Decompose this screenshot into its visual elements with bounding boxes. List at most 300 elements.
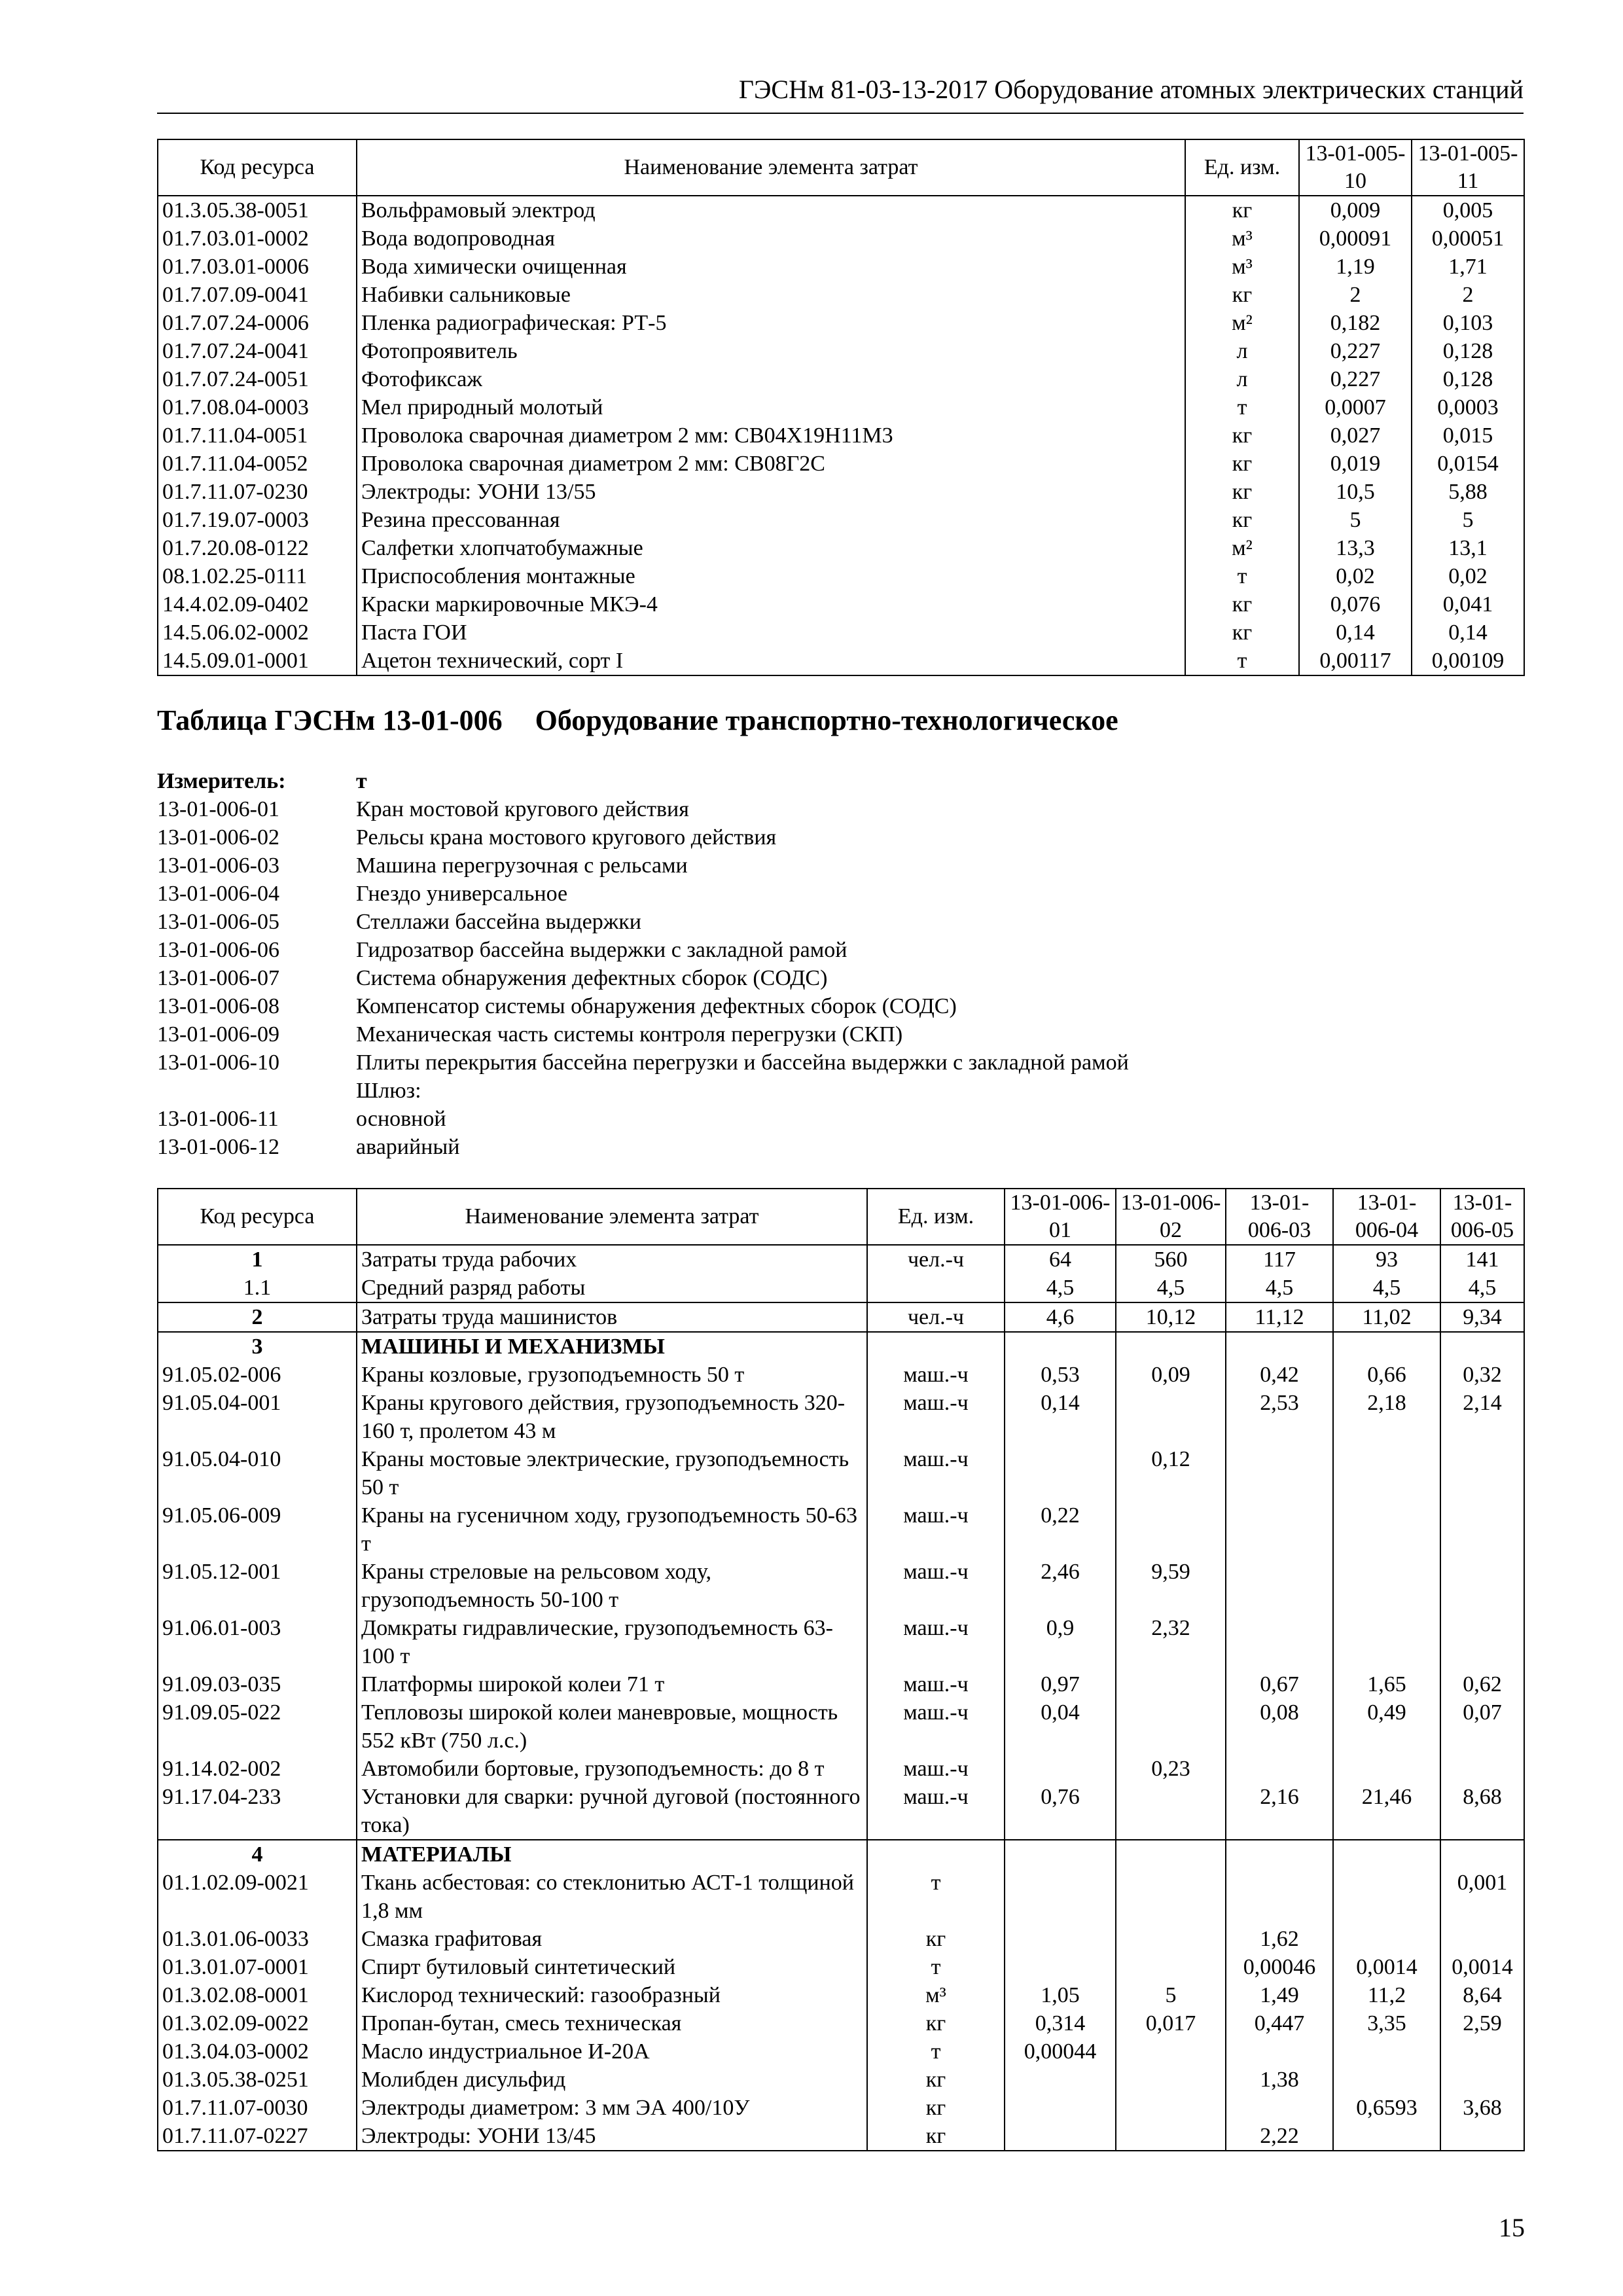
table-cell: м³ — [867, 1981, 1005, 2009]
table-cell: 4,5 — [1005, 1274, 1116, 1302]
measure-item — [157, 1077, 1129, 1105]
table-row — [158, 1361, 1524, 1389]
table-cell: 0,02 — [1299, 562, 1412, 590]
table-row — [158, 1332, 1524, 1361]
table-cell: Краны стреловые на рельсовом ходу, грузоподъемность 50-100 т — [357, 1558, 867, 1614]
measure-item-name: Гнездо универсальное — [356, 882, 568, 906]
table-cell: 0,182 — [1299, 309, 1412, 337]
table-cell: 0,07 — [1440, 1698, 1524, 1755]
table-cell — [867, 1840, 1005, 1869]
measure-item-code: 13-01-006-05 — [157, 910, 279, 934]
table-cell — [1005, 2066, 1116, 2094]
table-row — [158, 619, 1524, 647]
table-cell: кг — [1185, 590, 1299, 619]
table-cell — [1440, 1445, 1524, 1501]
measure-item-code: 13-01-006-12 — [157, 1135, 279, 1159]
measure-item — [157, 964, 1129, 992]
table-cell: 2,16 — [1226, 1783, 1333, 1840]
table-row — [158, 450, 1524, 478]
table-cell: 4 — [158, 1840, 357, 1869]
table-cell: 0,23 — [1116, 1755, 1226, 1783]
table-cell: 0,49 — [1333, 1698, 1440, 1755]
table-cell: кг — [1185, 281, 1299, 309]
measure-item-code: 13-01-006-10 — [157, 1050, 279, 1075]
measure-item-code: 13-01-006-09 — [157, 1022, 279, 1047]
table-cell: Спирт бутиловый синтетический — [357, 1953, 867, 1981]
table-cell: 01.7.03.01-0006 — [158, 253, 357, 281]
table-cell: 8,64 — [1440, 1981, 1524, 2009]
measure-item-name: Система обнаружения дефектных сборок (СОДС) — [356, 966, 828, 990]
table-cell: 1,05 — [1005, 1981, 1116, 2009]
column-header: 13-01-006-05 — [1440, 1189, 1524, 1245]
table-cell: 0,12 — [1116, 1445, 1226, 1501]
table-cell: 0,22 — [1005, 1501, 1116, 1558]
table-cell: 0,00044 — [1005, 2037, 1116, 2066]
table-row — [158, 337, 1524, 365]
table-cell: 01.7.19.07-0003 — [158, 506, 357, 534]
table-cell: Пленка радиографическая: РТ-5 — [357, 309, 1185, 337]
table-cell: 0,00051 — [1412, 224, 1524, 253]
table-title-label: Таблица ГЭСНм 13-01-006 — [157, 704, 503, 736]
table-cell: маш.-ч — [867, 1558, 1005, 1614]
table-cell — [1333, 1332, 1440, 1361]
table-cell — [1333, 1445, 1440, 1501]
table-cell: 0,76 — [1005, 1783, 1116, 1840]
table-cell: Домкраты гидравлические, грузоподъемность 63-100 т — [357, 1614, 867, 1670]
table-row — [158, 1614, 1524, 1670]
measure-item-code: 13-01-006-06 — [157, 938, 279, 962]
table-cell: 91.05.04-010 — [158, 1445, 357, 1501]
table-cell: 4,5 — [1440, 1274, 1524, 1302]
column-header: Код ресурса — [158, 1189, 357, 1245]
table-cell: МАТЕРИАЛЫ — [357, 1840, 867, 1869]
table-cell — [1333, 2066, 1440, 2094]
table-cell: Краны на гусеничном ходу, грузоподъемность 50-63 т — [357, 1501, 867, 1558]
table-row — [158, 478, 1524, 506]
table-cell: 2,22 — [1226, 2122, 1333, 2151]
table-row — [158, 2037, 1524, 2066]
table-cell — [1440, 1840, 1524, 1869]
table-cell: Краски маркировочные МКЭ-4 — [357, 590, 1185, 619]
table-cell: кг — [1185, 619, 1299, 647]
measure-item — [157, 992, 1129, 1020]
table-cell: Затраты труда машинистов — [357, 1302, 867, 1332]
column-header: 13-01-006-02 — [1116, 1189, 1226, 1245]
table-cell: 01.7.07.24-0041 — [158, 337, 357, 365]
table-cell: 0,62 — [1440, 1670, 1524, 1698]
table-cell — [1116, 1698, 1226, 1755]
measure-block — [157, 767, 1129, 1161]
table-cell — [1226, 1755, 1333, 1783]
table-cell — [1005, 1869, 1116, 1925]
table-cell: маш.-ч — [867, 1389, 1005, 1445]
table-cell: 01.7.11.04-0051 — [158, 422, 357, 450]
table-cell — [1116, 1670, 1226, 1698]
table-row — [158, 562, 1524, 590]
table-cell: Электроды диаметром: 3 мм ЭА 400/10У — [357, 2094, 867, 2122]
table-cell: Салфетки хлопчатобумажные — [357, 534, 1185, 562]
resource-table-005 — [157, 139, 1525, 676]
table-cell: маш.-ч — [867, 1783, 1005, 1840]
table-cell: 1,62 — [1226, 1925, 1333, 1953]
column-header: 13-01-006-03 — [1226, 1189, 1333, 1245]
table-cell: маш.-ч — [867, 1445, 1005, 1501]
table-cell: 0,09 — [1116, 1361, 1226, 1389]
table-cell — [1005, 1445, 1116, 1501]
table-cell — [1440, 2122, 1524, 2151]
table-cell: кг — [1185, 506, 1299, 534]
table-cell — [1333, 1925, 1440, 1953]
measure-item-code — [157, 1077, 356, 1105]
table-cell: 01.7.03.01-0002 — [158, 224, 357, 253]
table-cell — [867, 1332, 1005, 1361]
table-cell — [1440, 1755, 1524, 1783]
table-cell: 14.5.09.01-0001 — [158, 647, 357, 675]
table-cell: 0,103 — [1412, 309, 1524, 337]
table-cell: 0,00091 — [1299, 224, 1412, 253]
column-header: 13-01-006-01 — [1005, 1189, 1116, 1245]
column-header: 13-01-006-04 — [1333, 1189, 1440, 1245]
table-cell: 01.7.07.24-0051 — [158, 365, 357, 393]
measure-item-code: 13-01-006-01 — [157, 797, 279, 821]
table-cell: м² — [1185, 534, 1299, 562]
table-cell: 91.17.04-233 — [158, 1783, 357, 1840]
table-cell: 2,59 — [1440, 2009, 1524, 2037]
table-cell: Тепловозы широкой колеи маневровые, мощность 552 кВт (750 л.с.) — [357, 1698, 867, 1755]
measure-item-code: 13-01-006-11 — [157, 1107, 279, 1131]
table-cell: Затраты труда рабочих — [357, 1245, 867, 1274]
table-cell: 117 — [1226, 1245, 1333, 1274]
table-row — [158, 1981, 1524, 2009]
table-cell: 0,009 — [1299, 196, 1412, 224]
table-cell: 8,68 — [1440, 1783, 1524, 1840]
table-cell: 01.7.11.07-0230 — [158, 478, 357, 506]
table-cell: 9,34 — [1440, 1302, 1524, 1332]
table-row — [158, 1670, 1524, 1698]
table-cell: 0,67 — [1226, 1670, 1333, 1698]
table-cell: 2 — [158, 1302, 357, 1332]
table-cell: 01.3.02.09-0022 — [158, 2009, 357, 2037]
table-cell: маш.-ч — [867, 1501, 1005, 1558]
table-cell: 01.3.05.38-0051 — [158, 196, 357, 224]
table-cell — [1333, 2122, 1440, 2151]
table-cell: Набивки сальниковые — [357, 281, 1185, 309]
table-cell: 0,04 — [1005, 1698, 1116, 1755]
table-row — [158, 1953, 1524, 1981]
table-row — [158, 1274, 1524, 1302]
table-row — [158, 506, 1524, 534]
table-cell: 08.1.02.25-0111 — [158, 562, 357, 590]
table-cell: 10,12 — [1116, 1302, 1226, 1332]
table-cell: Проволока сварочная диаметром 2 мм: СВ04Х19Н11М3 — [357, 422, 1185, 450]
table-cell: 01.7.20.08-0122 — [158, 534, 357, 562]
table-cell: 10,5 — [1299, 478, 1412, 506]
table-cell: чел.-ч — [867, 1302, 1005, 1332]
table-cell: Ацетон технический, сорт I — [357, 647, 1185, 675]
table-cell: 14.4.02.09-0402 — [158, 590, 357, 619]
table-cell: 2 — [1299, 281, 1412, 309]
measure-item-name: Гидрозатвор бассейна выдержки с закладной рамой — [356, 938, 847, 962]
table-cell: 0,08 — [1226, 1698, 1333, 1755]
table-cell — [1116, 2122, 1226, 2151]
table-cell — [1333, 1755, 1440, 1783]
measure-item-code: 13-01-006-07 — [157, 966, 279, 990]
table-cell — [1226, 1614, 1333, 1670]
table-cell: 21,46 — [1333, 1783, 1440, 1840]
table-cell: 5,88 — [1412, 478, 1524, 506]
table-cell: 91.05.02-006 — [158, 1361, 357, 1389]
measure-item-code: 13-01-006-08 — [157, 994, 279, 1018]
table-cell: 0,42 — [1226, 1361, 1333, 1389]
measure-item — [157, 1049, 1129, 1077]
table-row — [158, 393, 1524, 422]
table-row — [158, 1869, 1524, 1925]
table-cell: 01.7.11.04-0052 — [158, 450, 357, 478]
table-cell: 01.1.02.09-0021 — [158, 1869, 357, 1925]
table-cell: 0,97 — [1005, 1670, 1116, 1698]
table-cell: кг — [867, 2066, 1005, 2094]
table-cell: 0,017 — [1116, 2009, 1226, 2037]
column-header: Ед. изм. — [1185, 139, 1299, 196]
table-cell: 2,46 — [1005, 1558, 1116, 1614]
table-cell: 9,59 — [1116, 1558, 1226, 1614]
table-cell: кг — [1185, 478, 1299, 506]
page-number: 15 — [1499, 2213, 1525, 2242]
table-cell: 4,6 — [1005, 1302, 1116, 1332]
table-cell — [1005, 2094, 1116, 2122]
table-cell: 4,5 — [1116, 1274, 1226, 1302]
table-cell — [1116, 2066, 1226, 2094]
table-cell — [867, 1274, 1005, 1302]
table-cell: кг — [1185, 450, 1299, 478]
table-cell: Электроды: УОНИ 13/55 — [357, 478, 1185, 506]
table-cell: м³ — [1185, 224, 1299, 253]
table-header-row — [158, 1189, 1524, 1245]
table-cell: Краны кругового действия, грузоподъемность 320-160 т, пролетом 43 м — [357, 1389, 867, 1445]
table-cell: 91.06.01-003 — [158, 1614, 357, 1670]
measure-item-name: Шлюз: — [356, 1079, 421, 1103]
measure-item — [157, 880, 1129, 908]
table-cell: 93 — [1333, 1245, 1440, 1274]
table-cell — [1005, 1925, 1116, 1953]
column-header: Наименование элемента затрат — [357, 139, 1185, 196]
table-cell: 1 — [158, 1245, 357, 1274]
table-cell: 2,18 — [1333, 1389, 1440, 1445]
table-cell: т — [867, 1953, 1005, 1981]
table-row — [158, 253, 1524, 281]
table-row — [158, 1558, 1524, 1614]
table-row — [158, 1389, 1524, 1445]
table-cell: маш.-ч — [867, 1698, 1005, 1755]
table-cell — [1116, 1783, 1226, 1840]
table-cell: кг — [867, 2009, 1005, 2037]
page-header: ГЭСНм 81-03-13-2017 Оборудование атомных электрических станций — [157, 73, 1524, 114]
measure-item-code: 13-01-006-03 — [157, 853, 279, 878]
table-cell: 4,5 — [1226, 1274, 1333, 1302]
table-row — [158, 2094, 1524, 2122]
table-cell: кг — [867, 1925, 1005, 1953]
table-cell: 0,0007 — [1299, 393, 1412, 422]
table-cell: 1,71 — [1412, 253, 1524, 281]
table-cell: 0,027 — [1299, 422, 1412, 450]
table-cell: МАШИНЫ И МЕХАНИЗМЫ — [357, 1332, 867, 1361]
table-cell: 91.09.03-035 — [158, 1670, 357, 1698]
table-cell: 91.09.05-022 — [158, 1698, 357, 1755]
table-cell — [1333, 1614, 1440, 1670]
measure-item — [157, 795, 1129, 823]
table-cell: 2,14 — [1440, 1389, 1524, 1445]
table-cell: 0,66 — [1333, 1361, 1440, 1389]
table-cell — [1440, 1614, 1524, 1670]
measure-item-name: Компенсатор системы обнаружения дефектных сборок (СОДС) — [356, 994, 957, 1018]
table-cell: Проволока сварочная диаметром 2 мм: СВ08Г2С — [357, 450, 1185, 478]
table-cell: 0,53 — [1005, 1361, 1116, 1389]
table-cell: 01.7.11.07-0227 — [158, 2122, 357, 2151]
table-cell: 0,14 — [1412, 619, 1524, 647]
table-cell: кг — [867, 2094, 1005, 2122]
table-cell: чел.-ч — [867, 1245, 1005, 1274]
table-cell — [1226, 1869, 1333, 1925]
table-cell: 01.3.01.06-0033 — [158, 1925, 357, 1953]
table-cell — [1226, 2037, 1333, 2066]
measure-unit-row — [157, 767, 1129, 795]
table-row — [158, 309, 1524, 337]
table-cell: 01.7.08.04-0003 — [158, 393, 357, 422]
table-cell: 1,65 — [1333, 1670, 1440, 1698]
table-cell: 0,32 — [1440, 1361, 1524, 1389]
table-cell — [1440, 2066, 1524, 2094]
table-cell: 0,447 — [1226, 2009, 1333, 2037]
table-cell — [1116, 2094, 1226, 2122]
table-cell: 5 — [1116, 1981, 1226, 2009]
table-cell: 11,12 — [1226, 1302, 1333, 1332]
table-cell — [1333, 2037, 1440, 2066]
table-cell — [1005, 1332, 1116, 1361]
table-cell: 141 — [1440, 1245, 1524, 1274]
table-cell: 0,314 — [1005, 2009, 1116, 2037]
measure-item-code: 13-01-006-02 — [157, 825, 279, 850]
table-cell — [1005, 2122, 1116, 2151]
table-cell — [1226, 1558, 1333, 1614]
table-cell: 64 — [1005, 1245, 1116, 1274]
table-cell: м² — [1185, 309, 1299, 337]
table-cell: кг — [1185, 196, 1299, 224]
table-row — [158, 1925, 1524, 1953]
measure-item — [157, 823, 1129, 852]
table-cell: Молибден дисульфид — [357, 2066, 867, 2094]
table-title-name: Оборудование транспортно-технологическое — [535, 704, 1118, 736]
table-cell: кг — [1185, 422, 1299, 450]
measure-item — [157, 1105, 1129, 1133]
table-cell: т — [1185, 647, 1299, 675]
table-cell: 0,0003 — [1412, 393, 1524, 422]
table-cell — [1226, 1332, 1333, 1361]
table-cell: Краны мостовые электрические, грузоподъемность 50 т — [357, 1445, 867, 1501]
table-cell: 0,015 — [1412, 422, 1524, 450]
table-cell: маш.-ч — [867, 1670, 1005, 1698]
table-cell: 1,19 — [1299, 253, 1412, 281]
measure-item-name: основной — [356, 1107, 446, 1131]
table-cell: 0,227 — [1299, 365, 1412, 393]
table-cell: 2 — [1412, 281, 1524, 309]
table-cell: 14.5.06.02-0002 — [158, 619, 357, 647]
column-header: Наименование элемента затрат — [357, 1189, 867, 1245]
table-row — [158, 281, 1524, 309]
table-cell: 3,35 — [1333, 2009, 1440, 2037]
table-cell: Электроды: УОНИ 13/45 — [357, 2122, 867, 2151]
measure-item — [157, 908, 1129, 936]
table-cell: т — [1185, 393, 1299, 422]
table-cell: т — [1185, 562, 1299, 590]
table-cell: Вольфрамовый электрод — [357, 196, 1185, 224]
table-cell: Масло индустриальное И-20А — [357, 2037, 867, 2066]
measure-item-code: 13-01-006-04 — [157, 882, 279, 906]
table-cell: Мел природный молотый — [357, 393, 1185, 422]
table-cell: 13,3 — [1299, 534, 1412, 562]
table-cell: маш.-ч — [867, 1361, 1005, 1389]
table-cell — [1333, 1501, 1440, 1558]
measure-item-name: Кран мостовой кругового действия — [356, 797, 689, 821]
table-cell — [1333, 1869, 1440, 1925]
table-row — [158, 1302, 1524, 1332]
table-cell: маш.-ч — [867, 1755, 1005, 1783]
measure-item-name: Стеллажи бассейна выдержки — [356, 910, 641, 934]
table-cell: кг — [867, 2122, 1005, 2151]
table-cell: 01.3.01.07-0001 — [158, 1953, 357, 1981]
table-row — [158, 422, 1524, 450]
column-header: Ед. изм. — [867, 1189, 1005, 1245]
table-cell: 0,041 — [1412, 590, 1524, 619]
table-cell: 11,2 — [1333, 1981, 1440, 2009]
table-cell: 91.14.02-002 — [158, 1755, 357, 1783]
table-row — [158, 1698, 1524, 1755]
table-cell — [1116, 1389, 1226, 1445]
table-cell: 0,6593 — [1333, 2094, 1440, 2122]
table-cell: Средний разряд работы — [357, 1274, 867, 1302]
table-cell — [1116, 1953, 1226, 1981]
table-row — [158, 2066, 1524, 2094]
table-cell — [1005, 1953, 1116, 1981]
table-cell — [1226, 1501, 1333, 1558]
table-cell — [1440, 1925, 1524, 1953]
measure-item — [157, 852, 1129, 880]
table-cell: 0,14 — [1005, 1389, 1116, 1445]
table-cell — [1333, 1840, 1440, 1869]
measure-item-name: Плиты перекрытия бассейна перегрузки и бассейна выдержки с закладной рамой — [356, 1050, 1129, 1075]
table-cell — [1116, 1869, 1226, 1925]
table-cell: 2,32 — [1116, 1614, 1226, 1670]
table-cell: 0,128 — [1412, 365, 1524, 393]
table-cell: 91.05.06-009 — [158, 1501, 357, 1558]
table-cell: 0,076 — [1299, 590, 1412, 619]
table-cell: 01.7.11.07-0030 — [158, 2094, 357, 2122]
table-row — [158, 365, 1524, 393]
table-row — [158, 590, 1524, 619]
table-cell — [1116, 1501, 1226, 1558]
table-cell — [1440, 1558, 1524, 1614]
measure-item — [157, 1020, 1129, 1049]
table-row — [158, 1783, 1524, 1840]
table-cell: 0,0014 — [1440, 1953, 1524, 1981]
table-cell: 0,00117 — [1299, 647, 1412, 675]
table-row — [158, 647, 1524, 675]
table-cell: 560 — [1116, 1245, 1226, 1274]
table-cell: 01.3.02.08-0001 — [158, 1981, 357, 2009]
table-cell: Приспособления монтажные — [357, 562, 1185, 590]
measure-item — [157, 1133, 1129, 1161]
table-cell: м³ — [1185, 253, 1299, 281]
table-cell: 01.7.07.09-0041 — [158, 281, 357, 309]
